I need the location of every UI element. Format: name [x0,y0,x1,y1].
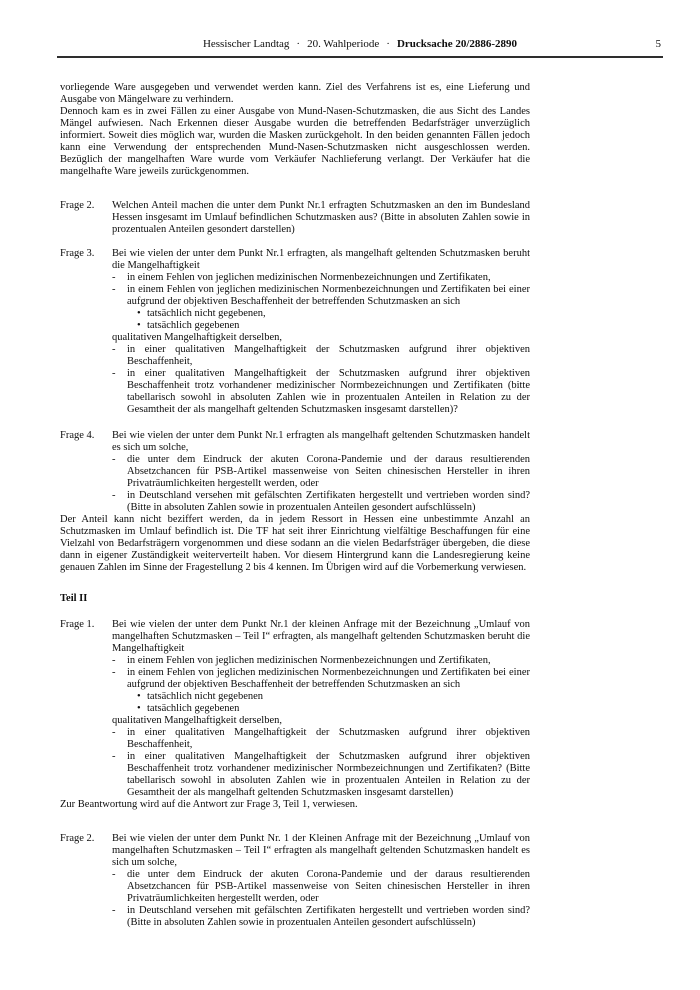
teil1-frage2-block [60,200,530,236]
dash-item: - in einem Fehlen von jeglichen medizinischen Normenbezeichnungen und Zertifikaten bei einer aufgrund der objektiven Beschaffenheit der betreffenden Schutzmasken an sich [112,284,530,307]
frage-label: Frage 4. [60,430,95,441]
frage-intro: Bei wie vielen der unter dem Punkt Nr.1 der kleinen Anfrage mit der Bezeichnung „Umlauf von mangelhaften Schutzmasken – Teil I“ erfragten, als mangelhaft geltenden Schutzmasken beruht die Mangelhaftigkeit [112,619,530,654]
dash-marker: - [112,368,116,379]
dash-item: - in Deutschland versehen mit gefälschten Zertifikaten hergestellt und vertrieben worden sind? (Bitte in absoluten Zahlen sowie in prozentualen Anteilen gesondert aufschlüsseln) [112,905,530,928]
dash-marker: - [112,454,116,465]
bullet-item: • tatsächlich nicht gegebenen [137,691,264,702]
document-body [60,82,530,929]
wahlperiode: 20. Wahlperiode [307,38,380,50]
teil2-frage2-block [60,833,530,929]
teil2-frage1-block [60,619,530,799]
separator-dot: · [296,38,301,50]
page-header [57,38,663,58]
dash-item: - die unter dem Eindruck der akuten Corona-Pandemie und der daraus resultierenden Absetzchancen für PSB-Artikel massenweise von Seiten chinesischen Hersteller in ihren Privaträumlichkeiten hergestellt werden, oder [112,869,530,904]
dash-item: - in einer qualitativen Mangelhaftigkeit der Schutzmasken aufgrund ihrer objektiven Beschaffenheit, [112,344,530,367]
publisher-name: Hessischer Landtag [202,38,290,50]
dash-item: - in einem Fehlen von jeglichen medizinischen Normenbezeichnungen und Zertifikaten, [112,655,491,666]
dash-marker: - [112,655,116,666]
tail-line: qualitativen Mangelhaftigkeit derselben, [112,715,282,726]
bullet-item: • tatsächlich gegebenen [137,320,240,331]
bullet-item: • tatsächlich gegebenen [137,703,240,714]
frage-body [112,833,530,929]
page-number: 5 [655,38,661,50]
frage-body [112,619,530,799]
dash-marker: - [112,905,116,916]
dash-item: - die unter dem Eindruck der akuten Corona-Pandemie und der daraus resultierenden Absetzchancen für PSB-Artikel massenweise von Seiten chinesischen Hersteller in ihren Privaträumlichkeiten hergestellt werden, oder [112,454,530,489]
bullet-marker: • [137,703,141,714]
frage-label: Frage 1. [60,619,95,630]
teil2-reference-paragraph: Zur Beantwortung wird auf die Antwort zur Frage 3, Teil 1, verwiesen. [60,799,358,810]
bullet-marker: • [137,691,141,702]
header-title-line [57,38,663,51]
dash-marker: - [112,284,116,295]
frage-label: Frage 2. [60,833,95,844]
teil2-heading: Teil II [60,593,88,604]
bullet-marker: • [137,308,141,319]
dash-item: - in einer qualitativen Mangelhaftigkeit der Schutzmasken aufgrund ihrer objektiven Beschaffenheit trotz vorhandener medizinischer Normbezeichnungen und Zertifikaten? (Bitte tabellarisch sowohl in absoluten Zahlen wie in prozentualen Anteilen in Relation zu der Gesamtheit der als mangelhaft geltenden Schutzmasken insgesamt darstellen) [112,751,530,798]
drucksache-number: Drucksache 20/2886-2890 [396,38,518,50]
intro-paragraph-1: vorliegende Ware ausgegeben und verwendet werden kann. Ziel des Verfahrens ist es, eine Lieferung und Ausgabe von Mängelware zu verhindern. [60,82,530,105]
dash-marker: - [112,667,116,678]
frage-intro: Bei wie vielen der unter dem Punkt Nr.1 erfragten als mangelhaft geltenden Schutzmasken handelt es sich um solche, [112,430,530,453]
bullet-marker: • [137,320,141,331]
frage-label: Frage 3. [60,248,95,259]
bullet-item: • tatsächlich nicht gegebenen, [137,308,266,319]
teil1-frage4-block [60,430,530,514]
intro-paragraph-2: Dennoch kam es in zwei Fällen zu einer Ausgabe von Mund-Nasen-Schutzmasken, die aus Sicht des Landes Mängel aufwiesen. Nach Erkennen dieser Ausgabe wurden die betreffenden Bedarfsträger unverzüglich informiert. Soweit dies möglich war, wurden die Masken zurückgeholt. In den beiden genannten Fällen jedoch kann eine Verwendung der entsprechenden Mund-Nasen-Schutzmasken nicht ausgeschlossen werden. Bezüglich der mangelhaften Ware wurde vom Verkäufer Nachlieferung verlangt. Der Verkäufer hat die mangelhafte Ware jeweils zurückgenommen. [60,106,530,177]
frage-body [112,248,530,416]
dash-item: - in einer qualitativen Mangelhaftigkeit der Schutzmasken aufgrund ihrer objektiven Beschaffenheit, [112,727,530,750]
dash-item: - in einem Fehlen von jeglichen medizinischen Normenbezeichnungen und Zertifikaten, [112,272,491,283]
frage-body [112,430,530,514]
dash-marker: - [112,869,116,880]
dash-marker: - [112,751,116,762]
dash-marker: - [112,490,116,501]
tail-line: qualitativen Mangelhaftigkeit derselben, [112,332,282,343]
frage-text: Welchen Anteil machen die unter dem Punkt Nr.1 erfragten Schutzmasken an den im Bundesland Hessen insgesamt im Umlauf befindlichen Schutzmasken aus? (Bitte in absoluten Zahlen sowie in prozentualen Anteilen gesondert darstellen) [112,200,530,235]
teil1-frage3-block [60,248,530,416]
separator-dot: · [386,38,390,50]
dash-item: - in einer qualitativen Mangelhaftigkeit der Schutzmasken aufgrund ihrer objektiven Beschaffenheit trotz vorhandener medizinischer Normbezeichnungen und Zertifikaten (bitte tabellarisch sowohl in absoluten Zahlen wie in prozentualen Anteilen in Relation zu der Gesamtheit der als mangelhaft geltenden Schutzmasken insgesamt darstellen)? [112,368,530,415]
dash-marker: - [112,344,116,355]
dash-item: - in Deutschland versehen mit gefälschten Zertifikaten hergestellt und vertrieben worden sind? (Bitte in absoluten Zahlen sowie in prozentualen Anteilen gesondert aufschlüsseln) [112,490,530,513]
dash-item: - in einem Fehlen von jeglichen medizinischen Normenbezeichnungen und Zertifikaten bei einer aufgrund der objektiven Beschaffenheit der betreffenden Schutzmasken an sich [112,667,530,690]
frage-label: Frage 2. [60,200,95,211]
dash-marker: - [112,727,116,738]
teil1-answer-paragraph: Der Anteil kann nicht beziffert werden, da in jedem Ressort in Hessen eine unbestimmte Anzahl an Schutzmasken im Umlauf befindlich ist. Die TF hat seit ihrer Einrichtung vielfältige Beschaffungen für eine Vielzahl von Bedarfsträgern vorgenommen und diese sodann an die vielen Bedarfsträger übergeben, die diese dann in eigener Zuständigkeit weiterverteilt haben. Vor diesem Hintergrund kann die Landesregierung keine genauen Zahlen im Sinne der Fragestellung 2 bis 4 kennen. Im Übrigen wird auf die Vorbemerkung verwiesen. [60,514,530,573]
frage-intro: Bei wie vielen der unter dem Punkt Nr.1 erfragten, als mangelhaft geltenden Schutzmasken beruht die Mangelhaftigkeit [112,248,530,271]
dash-marker: - [112,272,116,283]
frage-intro: Bei wie vielen der unter dem Punkt Nr. 1 der Kleinen Anfrage mit der Bezeichnung „Umlauf von mangelhaften Schutzmasken – Teil I“ erfragten als mangelhaft geltenden Schutzmasken handelt es sich um solche, [112,833,530,868]
